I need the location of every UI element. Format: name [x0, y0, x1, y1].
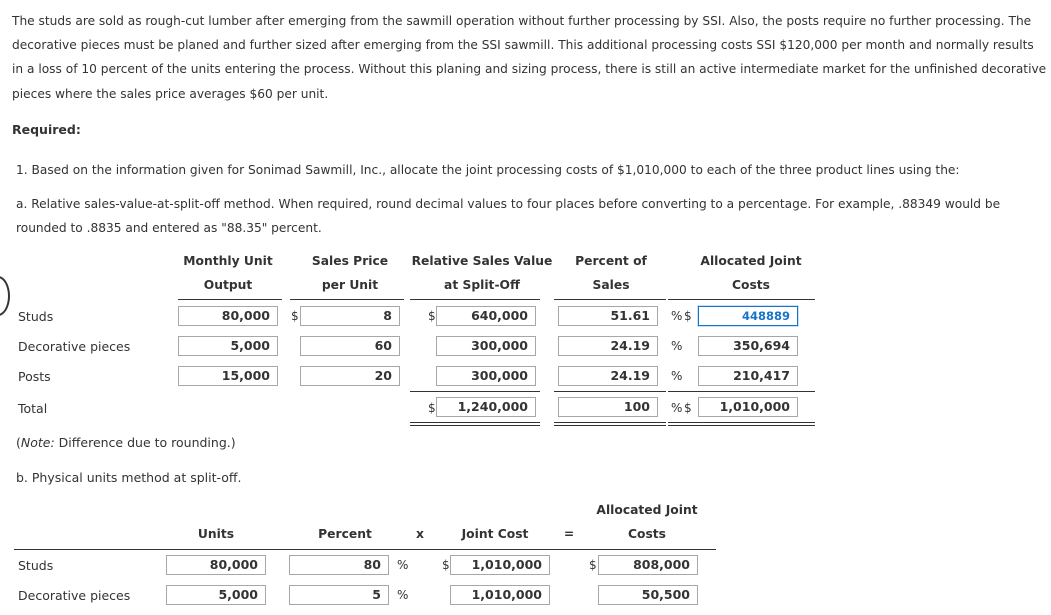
- pct-input-studs[interactable]: 51.61: [558, 306, 658, 326]
- output-input-studs[interactable]: 80,000: [178, 306, 278, 326]
- pct-input-total[interactable]: 100: [558, 397, 658, 417]
- times-operator: x: [416, 527, 424, 541]
- header-percent-of: Percent of: [575, 254, 647, 268]
- alloc-input-studs[interactable]: 448889: [698, 306, 798, 326]
- output-input-decorative[interactable]: 5,000: [178, 336, 278, 356]
- alloc-input-decorative[interactable]: 350,694: [698, 336, 798, 356]
- percent-sign: %: [671, 339, 683, 353]
- b-joint-cost-input-decorative[interactable]: 1,010,000: [450, 585, 550, 605]
- header-monthly-unit: Monthly Unit: [183, 254, 273, 268]
- b-alloc-input-decorative[interactable]: 50,500: [598, 585, 698, 605]
- price-input-posts[interactable]: 20: [300, 366, 400, 386]
- price-input-studs[interactable]: 8: [300, 306, 400, 326]
- b-percent-input-studs[interactable]: 80: [289, 555, 389, 575]
- required-heading: Required:: [12, 122, 81, 137]
- b-joint-cost-input-studs[interactable]: 1,010,000: [450, 555, 550, 575]
- rsv-input-decorative[interactable]: 300,000: [436, 336, 536, 356]
- question-1: 1. Based on the information given for Sonimad Sawmill, Inc., allocate the joint processing costs of $1,010,000 to each of the three product lines using the:: [16, 163, 960, 177]
- header-joint-cost: Joint Cost: [461, 527, 529, 541]
- dollar-sign: $: [589, 558, 597, 572]
- dollar-sign: $: [684, 309, 692, 323]
- part-a-instruction-2: rounded to .8835 and entered as "88.35" percent.: [16, 221, 322, 235]
- rsv-input-studs[interactable]: 640,000: [436, 306, 536, 326]
- part-b-instruction: b. Physical units method at split-off.: [16, 470, 242, 485]
- header-allocated-joint: Allocated Joint: [700, 254, 802, 268]
- row-label-posts: Posts: [18, 369, 51, 384]
- alloc-input-total[interactable]: 1,010,000: [698, 397, 798, 417]
- percent-sign: %: [397, 558, 409, 572]
- header-sales-price: Sales Price: [311, 254, 389, 268]
- header-at-split-off: at Split-Off: [444, 278, 520, 292]
- header-percent: Percent: [318, 527, 372, 541]
- header-units: Units: [197, 527, 235, 541]
- percent-sign: %: [671, 309, 683, 323]
- header-costs: Costs: [732, 278, 770, 292]
- row-label-total: Total: [18, 401, 48, 416]
- rounding-note: (Note: Difference due to rounding.): [16, 435, 236, 450]
- note-label: Note:: [20, 435, 55, 450]
- dollar-sign: $: [442, 558, 450, 572]
- header-per-unit: per Unit: [321, 278, 379, 292]
- row-label-studs: Studs: [18, 309, 54, 324]
- rsv-input-total[interactable]: 1,240,000: [436, 397, 536, 417]
- b-row-label-studs: Studs: [18, 558, 54, 573]
- intro-paragraph: The studs are sold as rough-cut lumber after emerging from the sawmill operation without further processing by SSI. Also, the posts require no further processing. The decorative pieces must be planed and further sized after emerging from the SSI sawmill. This additional processing costs SSI $120,000 per month and normally results in a loss of 10 percent of the units entering the process. Without this planing and sizing process, there is still an active intermediate market for the unfinished decorative pieces where the sales price averages $60 per unit.: [12, 14, 1047, 101]
- b-percent-input-decorative[interactable]: 5: [289, 585, 389, 605]
- rsv-input-posts[interactable]: 300,000: [436, 366, 536, 386]
- b-units-input-studs[interactable]: 80,000: [166, 555, 266, 575]
- dollar-sign: $: [428, 401, 436, 415]
- row-label-decorative: Decorative pieces: [18, 339, 131, 354]
- pct-input-decorative[interactable]: 24.19: [558, 336, 658, 356]
- pct-input-posts[interactable]: 24.19: [558, 366, 658, 386]
- price-input-decorative[interactable]: 60: [300, 336, 400, 356]
- header-b-allocated-joint: Allocated Joint: [596, 503, 698, 517]
- header-relative-sales-value: Relative Sales Value: [411, 254, 553, 268]
- percent-sign: %: [397, 588, 409, 602]
- dollar-sign: $: [684, 401, 692, 415]
- percent-sign: %: [671, 369, 683, 383]
- part-a-instruction-1: a. Relative sales-value-at-split-off method. When required, round decimal values to four places before converting to a percentage. For example, .88349 would be: [16, 197, 1001, 211]
- header-b-costs: Costs: [628, 527, 666, 541]
- b-row-label-decorative: Decorative pieces: [18, 588, 131, 603]
- dollar-sign: $: [428, 309, 436, 323]
- dollar-sign: $: [291, 309, 299, 323]
- b-units-input-decorative[interactable]: 5,000: [166, 585, 266, 605]
- alloc-input-posts[interactable]: 210,417: [698, 366, 798, 386]
- percent-sign: %: [671, 401, 683, 415]
- b-alloc-input-studs[interactable]: 808,000: [598, 555, 698, 575]
- output-input-posts[interactable]: 15,000: [178, 366, 278, 386]
- header-output: Output: [203, 278, 253, 292]
- header-sales: Sales: [592, 278, 630, 292]
- equals-operator: =: [563, 527, 575, 541]
- scroll-marker: [0, 276, 10, 316]
